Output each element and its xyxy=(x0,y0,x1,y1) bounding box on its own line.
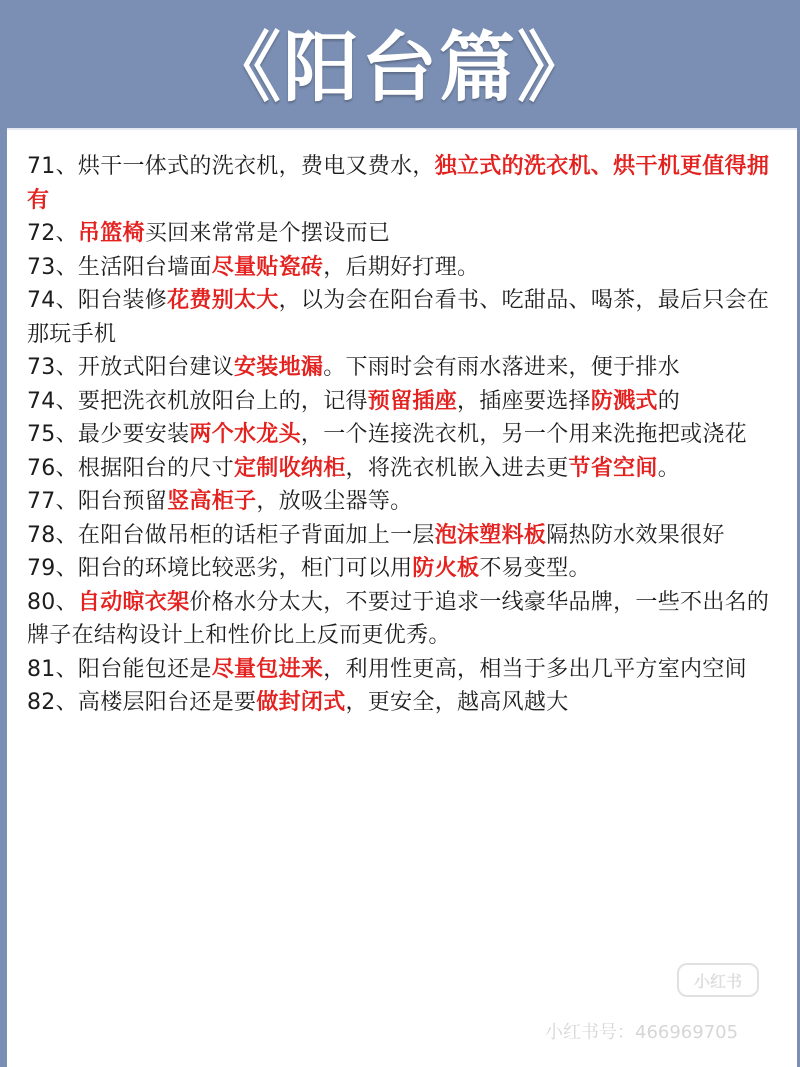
list-item xyxy=(27,485,779,519)
highlight-text: 节省空间 xyxy=(568,455,658,481)
highlight-text: 两个水龙头 xyxy=(189,422,301,447)
item-text: 。 xyxy=(657,455,681,481)
highlight-text: 自动晾衣架 xyxy=(77,589,190,615)
item-text: ，利用性更高，相当于多出几平方室内空间 xyxy=(323,656,747,682)
highlight-text: 独立式的洗衣机、烘干机更值得拥有 xyxy=(27,154,770,213)
highlight-text: 防火板 xyxy=(412,556,480,581)
item-text: 79、阳台的环境比较恶劣，柜门可以用 xyxy=(27,556,413,581)
highlight-text: 防溅式 xyxy=(590,388,658,414)
list-item xyxy=(27,452,779,486)
highlight-text: 定制收纳柜 xyxy=(234,455,346,481)
highlight-text: 花费别太大 xyxy=(167,288,279,313)
item-text: 隔热防水效果很好 xyxy=(546,522,725,548)
list-item xyxy=(27,150,779,217)
list-item xyxy=(27,653,779,687)
list-item xyxy=(27,351,779,385)
item-text: 价格水分太大，不要过于追求一线豪华品牌，一些不出名的牌子在结构设计上和性价比上反而更优秀。 xyxy=(27,589,770,648)
item-text: 76、根据阳台的尺寸 xyxy=(27,455,234,481)
item-text: ，将洗衣机嵌入进去更 xyxy=(345,455,569,481)
item-text: ，以为会在阳台看书、吃甜品、喝茶，最后只会在那玩手机 xyxy=(27,288,770,347)
item-text: 78、在阳台做吊柜的话柜子背面加上一层 xyxy=(27,522,435,548)
highlight-text: 安装地漏 xyxy=(234,355,324,380)
item-text: 的 xyxy=(657,388,681,414)
watermark-badge: 小红书 xyxy=(677,963,759,997)
item-text: 71、烘干一体式的洗衣机，费电又费水， xyxy=(27,154,435,179)
item-text: 81、阳台能包还是 xyxy=(27,656,212,682)
tips-list xyxy=(27,150,779,720)
item-text: 80、 xyxy=(27,589,78,615)
highlight-text: 做封闭式 xyxy=(256,690,346,715)
item-text: 72、 xyxy=(27,221,78,246)
content-card xyxy=(7,128,797,1067)
highlight-text: 尽量包进来 xyxy=(211,656,324,682)
highlight-text: 吊篮椅 xyxy=(77,221,145,246)
item-text: ，更安全，越高风越大 xyxy=(345,690,569,715)
item-text: ，插座要选择 xyxy=(457,388,591,414)
page-title: 《阳台篇》 xyxy=(205,22,595,112)
item-text: ，一个连接洗衣机，另一个用来洗拖把或浇花 xyxy=(300,422,747,447)
highlight-text: 泡沫塑料板 xyxy=(434,522,547,548)
list-item xyxy=(27,217,779,251)
highlight-text: 竖高柜子 xyxy=(167,489,257,514)
item-text: ，后期好打理。 xyxy=(323,254,480,280)
list-item xyxy=(27,586,779,653)
list-item xyxy=(27,686,779,720)
item-text: 73、生活阳台墙面 xyxy=(27,254,212,280)
watermark-id: 小红书号：466969705 xyxy=(545,1022,739,1043)
item-text: 75、最少要安装 xyxy=(27,422,190,447)
item-text: 73、开放式阳台建议 xyxy=(27,355,234,380)
header-banner xyxy=(0,0,800,128)
list-item xyxy=(27,418,779,452)
item-text: 不易变型。 xyxy=(479,556,591,581)
item-text: ，放吸尘器等。 xyxy=(256,489,413,514)
item-text: 买回来常常是个摆设而已 xyxy=(144,221,391,246)
list-item xyxy=(27,284,779,351)
item-text: 74、要把洗衣机放阳台上的，记得 xyxy=(27,388,368,414)
list-item xyxy=(27,251,779,285)
item-text: 74、阳台装修 xyxy=(27,288,168,313)
item-text: 77、阳台预留 xyxy=(27,489,168,514)
item-text: 。下雨时会有雨水落进来，便于排水 xyxy=(323,355,681,380)
list-item xyxy=(27,519,779,553)
highlight-text: 预留插座 xyxy=(367,388,457,414)
list-item xyxy=(27,385,779,419)
list-item xyxy=(27,552,779,586)
highlight-text: 尽量贴瓷砖 xyxy=(211,254,324,280)
item-text: 82、高楼层阳台还是要 xyxy=(27,690,257,715)
